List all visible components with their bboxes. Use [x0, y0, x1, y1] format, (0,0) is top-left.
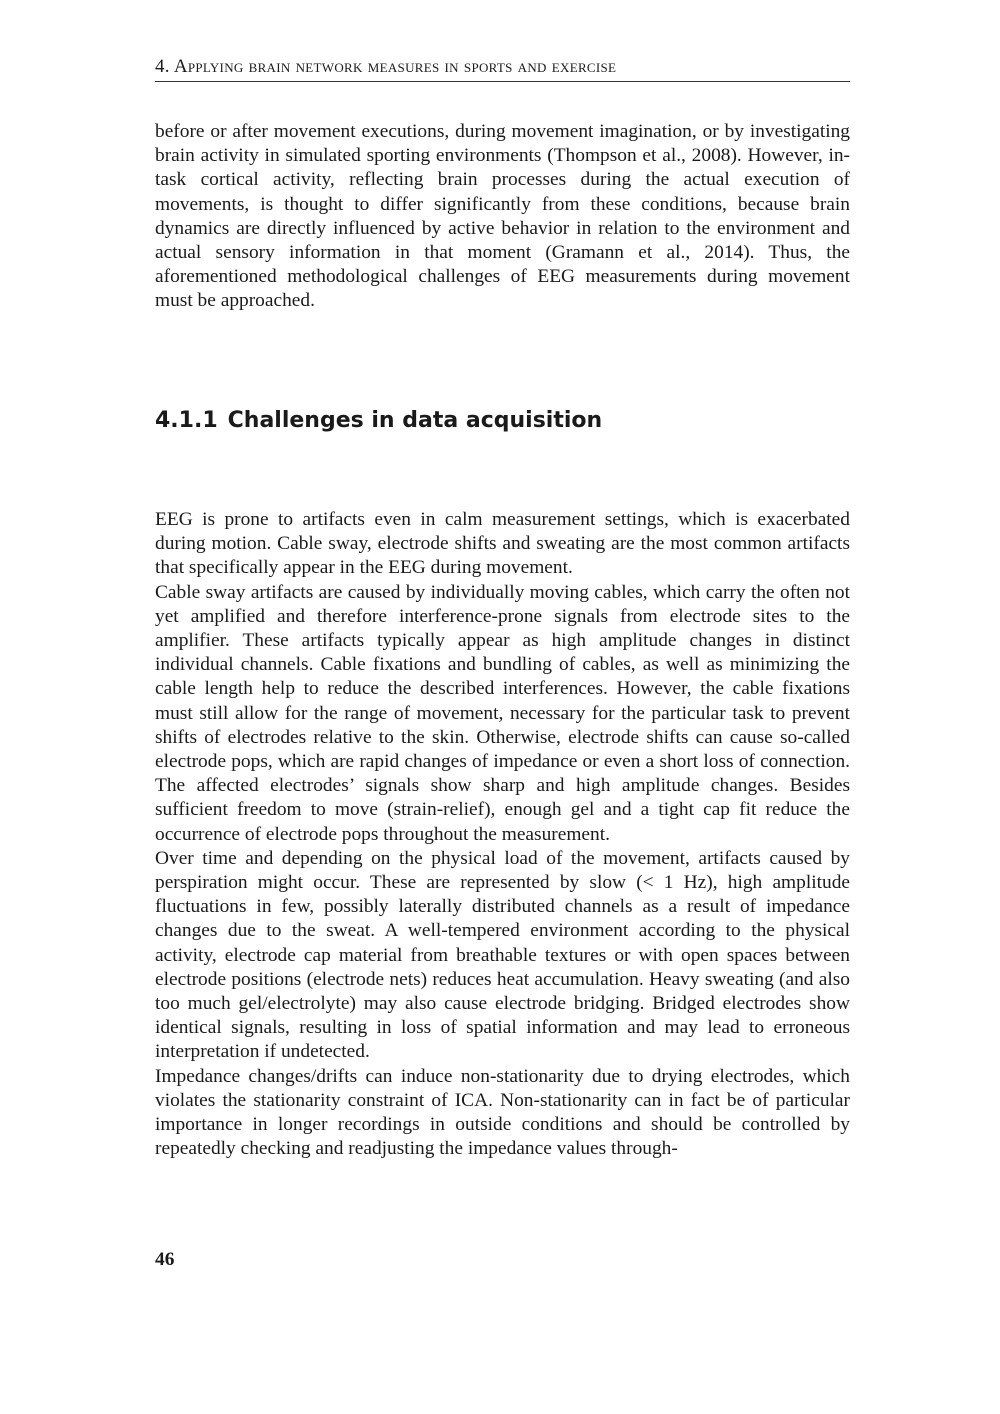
- body-paragraph: Impedance changes/drifts can induce non-stationarity due to drying electrodes, which violates the stationarity constraint of ICA. Non-stationarity can in fact be of particular importance in longer recordings in outside conditions and should be controlled by repeatedly checking and readjusting the impedance values through-: [155, 1065, 850, 1160]
- body-paragraph: EEG is prone to artifacts even in calm measurement settings, which is exacerbated during motion. Cable sway, electrode shifts and sweating are the most common artifacts that specifically appear in the EEG during movement.: [155, 509, 850, 579]
- intro-paragraph: before or after movement executions, during movement imagination, or by investigating brain activity in simulated sporting environments (Thompson et al., 2008). However, in-task cortical activity, reflecting brain processes during the actual execution of movements, is thought to differ significantly from these conditions, because brain dynamics are directly influenced by active behavior in relation to the environment and actual sensory information in that moment (Gramann et al., 2014). Thus, the aforementioned methodological challenges of EEG measurements during movement must be approached.: [155, 121, 850, 312]
- section-body: [155, 508, 850, 1161]
- intro-paragraph-block: [155, 120, 850, 314]
- running-header-title: 4. Applying brain network measures in sports and exercise: [155, 56, 617, 77]
- section-number: 4.1.1: [155, 408, 218, 433]
- body-paragraph: Cable sway artifacts are caused by individually moving cables, which carry the often not yet amplified and therefore interference-prone signals from electrode sites to the amplifier. These artifacts typically appear as high amplitude changes in distinct individual channels. Cable fixations and bundling of cables, as well as minimizing the cable length help to reduce the described interferences. However, the cable fixations must still allow for the range of movement, necessary for the particular task to prevent shifts of electrodes relative to the skin. Otherwise, electrode shifts can cause so-called electrode pops, which are rapid changes of impedance or even a short loss of connection. The affected electrodes’ signals show sharp and high amplitude changes. Besides sufficient freedom to move (strain-relief), enough gel and a tight cap fit reduce the occurrence of electrode pops throughout the measurement.: [155, 581, 850, 845]
- running-header: [155, 56, 850, 82]
- body-paragraph: Over time and depending on the physical load of the movement, artifacts caused by perspiration might occur. These are represented by slow (< 1 Hz), high amplitude fluctuations in few, possibly laterally distributed channels as a result of impedance changes due to the sweat. A well-tempered environment according to the physical activity, electrode cap material from breathable textures or with open spaces between electrode positions (electrode nets) reduces heat accumulation. Heavy sweating (and also too much gel/electrolyte) may also cause electrode bridging. Bridged electrodes show identical signals, resulting in loss of spatial information and may lead to erroneous interpretation if undetected.: [155, 847, 850, 1063]
- page-number: 46: [155, 1249, 175, 1270]
- section-heading: [155, 407, 602, 435]
- section-title: Challenges in data acquisition: [227, 408, 603, 433]
